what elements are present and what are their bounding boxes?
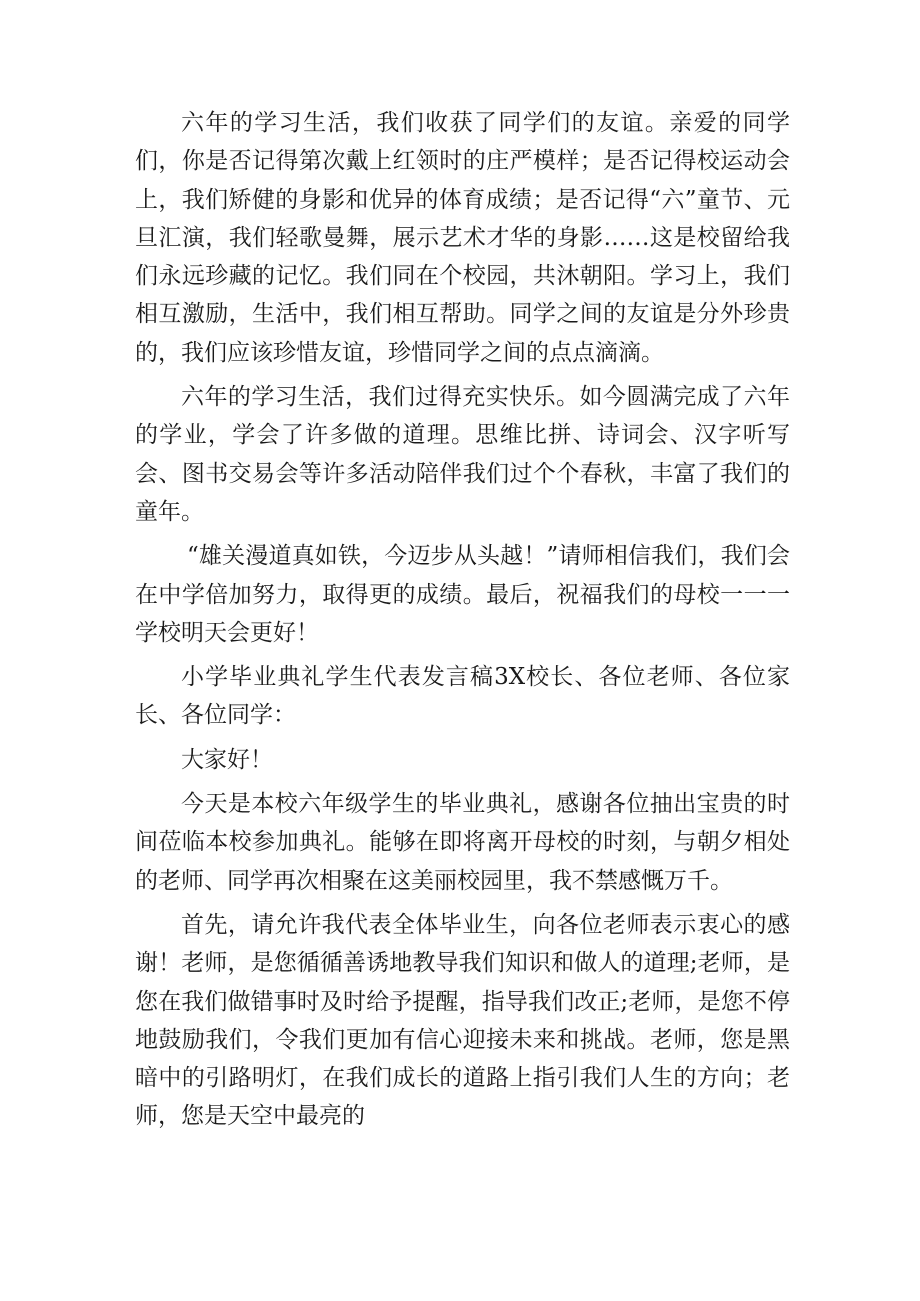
document-body — [135, 104, 790, 1136]
paragraph-quote-blessing: “雄关漫道真如铁，今迈步从头越！”请师相信我们，我们会在中学倍加努力，取得更的成绩。最后，祝福我们的母校一一一学校明天会更好！ — [135, 543, 790, 646]
paragraph-graduation-ceremony: 今天是本校六年级学生的毕业典礼，感谢各位抽出宝贵的时间莅临本校参加典礼。能够在即将离开母校的时刻，与朝夕相处的老师、同学再次相聚在这美丽校园里，我不禁感慨万千。 — [135, 791, 790, 894]
paragraph-thanks-teachers: 首先，请允许我代表全体毕业生，向各位老师表示衷心的感谢！老师，是您循循善诱地教导我们知识和做人的道理;老师，是您在我们做错事时及时给予提醒，指导我们改正;老师，是您不停地鼓励我们，令我们更加有信心迎接未来和挑战。老师，您是黑暗中的引路明灯，在我们成长的道路上指引我们人生的方向；老师，您是天空中最亮的 — [135, 911, 790, 1130]
paragraph-fulfilling-life: 六年的学习生活，我们过得充实快乐。如今圆满完成了六年的学业，学会了许多做的道理。思维比拼、诗词会、汉字听写会、图书交易会等许多活动陪伴我们过个个春秋，丰富了我们的童年。 — [135, 384, 790, 525]
paragraph-hello: 大家好！ — [181, 746, 273, 773]
paragraph-friendship: 六年的学习生活，我们收获了同学们的友谊。亲爱的同学们，你是否记得第次戴上红领时的庄严模样；是否记得校运动会上，我们矫健的身影和优异的体育成绩；是否记得“六”童节、元旦汇演，我们轻歌曼舞，展示艺术才华的身影……这是校留给我们永远珍藏的记忆。我们同在个校园，共沐朝阳。学习上，我们相互激励，生活中，我们相互帮助。同学之间的友谊是分外珍贵的，我们应该珍惜友谊，珍惜同学之间的点点滴滴。 — [135, 110, 790, 366]
paragraph-speech-title-greeting: 小学毕业典礼学生代表发言稿3X校长、各位老师、各位家长、各位同学： — [135, 664, 790, 729]
